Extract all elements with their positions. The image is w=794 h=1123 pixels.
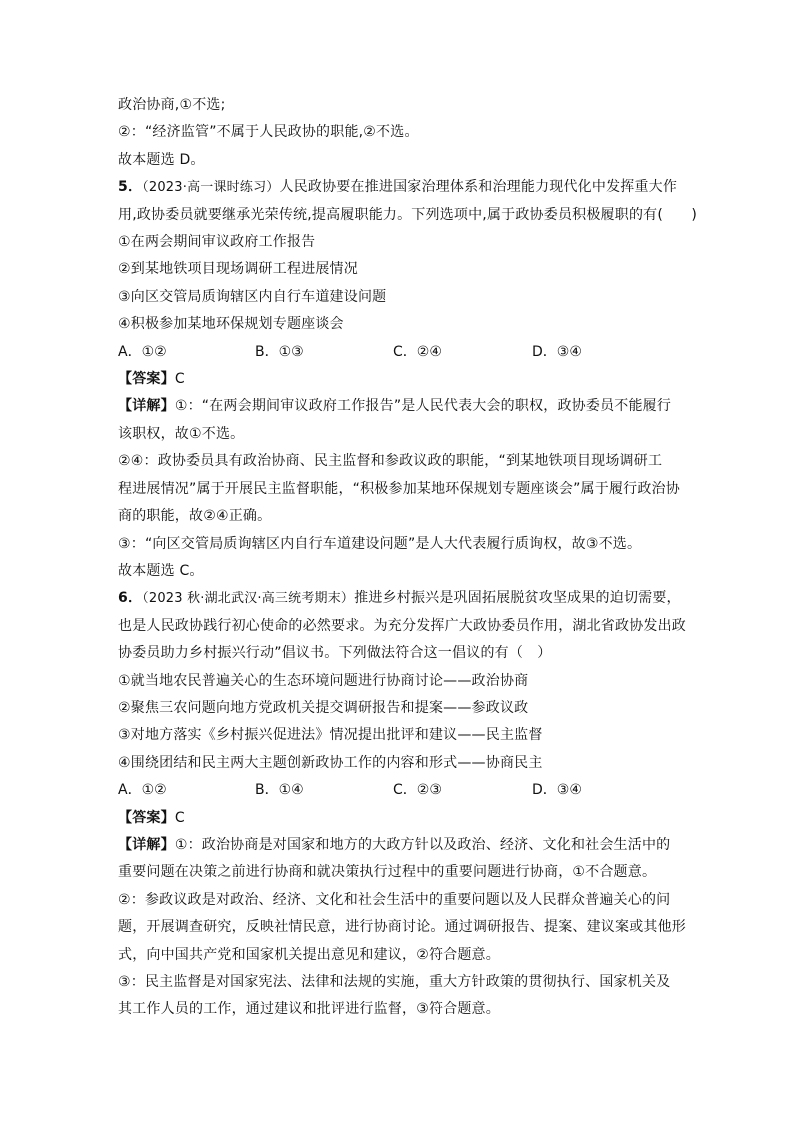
question-item: ②到某地铁项目现场调研工程进展情况 [118,261,358,278]
option-d: D．③④ [532,782,582,799]
detail-line: 故本题选 C。 [118,562,204,579]
detail-line: 重要问题在决策之前进行协商和就决策执行过程中的重要问题进行协商，①不合题意。 [118,864,657,881]
question-item: ②聚焦三农问题向地方党政机关提交调研报告和提案——参政议政 [118,699,529,716]
detail-tag: 【详解】 [118,836,175,853]
question-number: 6． [118,590,143,607]
option-c: C．②③ [393,782,442,799]
detail-line [118,832,688,859]
detail-line: 题，开展调查研究，反映社情民意，进行协商讨论。通过调研报告、提案、建议案或其他形 [118,919,686,936]
question-item: ①在两会期间审议政府工作报告 [118,234,316,251]
option-d: D．③④ [532,343,582,360]
detail-text: ①：“在两会期间审议政府工作报告”是人民代表大会的职权，政协委员不能履行 [174,398,672,415]
document-page [118,92,698,1024]
question-item: ①就当地农民普遍关心的生态环境问题进行协商讨论——政治协商 [118,672,529,689]
answer-line [118,366,688,393]
answer-value: C [174,371,185,388]
option-a: A．①② [118,343,167,360]
text-line: 故本题选 D。 [118,151,205,168]
question-item: ④围绕团结和民主两大主题创新政协工作的内容和形式——协商民主 [118,754,543,771]
option-c: C．②④ [393,343,442,360]
answer-line [118,805,688,832]
option-b: B．①④ [255,782,304,799]
question-stem-text: 推进乡村振兴是巩固拓展脱贫攻坚成果的迫切需要， [354,590,681,607]
answer-options [118,339,688,366]
detail-line: 程进展情况”属于开展民主监督职能，“积极参加某地环保规划专题座谈会”属于履行政治协 [118,480,680,497]
question-stem-line: 用,政协委员就要继承光荣传统,提高履职能力。下列选项中,属于政协委员积极履职的有( ) [118,206,698,223]
question-number: 5． [118,179,143,196]
answer-tag: 【答案】 [118,809,175,826]
detail-line: ②：参政议政是对政治、经济、文化和社会生活中的重要问题以及人民群众普遍关心的问 [118,891,671,908]
detail-line: 该职权，故①不选。 [118,425,245,442]
detail-text: ①：政治协商是对国家和地方的大政方针以及政治、经济、文化和社会生活中的 [174,836,671,853]
question-item: ④积极参加某地环保规划专题座谈会 [118,316,344,333]
option-b: B．①③ [255,343,304,360]
answer-options [118,777,688,804]
question-stem-text: 人民政协要在推进国家治理体系和治理能力现代化中发挥重大作 [279,179,678,196]
question-item: ③向区交管局质询辖区内自行车道建设问题 [118,288,387,305]
option-a: A．①② [118,782,167,799]
answer-tag: 【答案】 [118,371,175,388]
question-source: （2023 秋·湖北武汉·高三统考期末） [142,591,355,607]
question-source: （2023·高一课时练习） [142,180,280,196]
detail-line: ②④：政协委员具有政治协商、民主监督和参政议政的职能，“到某地铁项目现场调研工 [118,453,663,470]
question-6-stem [118,585,688,612]
detail-line: 其工作人员的工作，通过建议和批评进行监督，③符合题意。 [118,1001,500,1018]
question-5-stem [118,174,688,201]
question-stem-line: 协委员助力乡村振兴行动”倡议书。下列做法符合这一倡议的有（ ） [118,645,552,662]
question-item: ③对地方落实《乡村振兴促进法》情况提出批评和建议——民主监督 [118,727,543,744]
detail-line [118,393,688,420]
text-line: ②：“经济监管”不属于人民政协的职能,②不选。 [118,124,419,141]
detail-line: 商的职能，故②④正确。 [118,508,272,525]
detail-line: ③：“向区交管局质询辖区内自行车道建设问题”是人大代表履行质询权，故③不选。 [118,535,642,552]
detail-line: 式，向中国共产党和国家机关提出意见和建议，②符合题意。 [118,946,500,963]
answer-value: C [174,809,185,826]
detail-tag: 【详解】 [118,398,175,415]
question-stem-line: 也是人民政协践行初心使命的必然要求。为充分发挥广大政协委员作用，湖北省政协发出政 [118,617,686,634]
text-line: 政治协商,①不选; [118,97,226,113]
detail-line: ③：民主监督是对国家宪法、法律和法规的实施，重大方针政策的贯彻执行、国家机关及 [118,974,671,990]
